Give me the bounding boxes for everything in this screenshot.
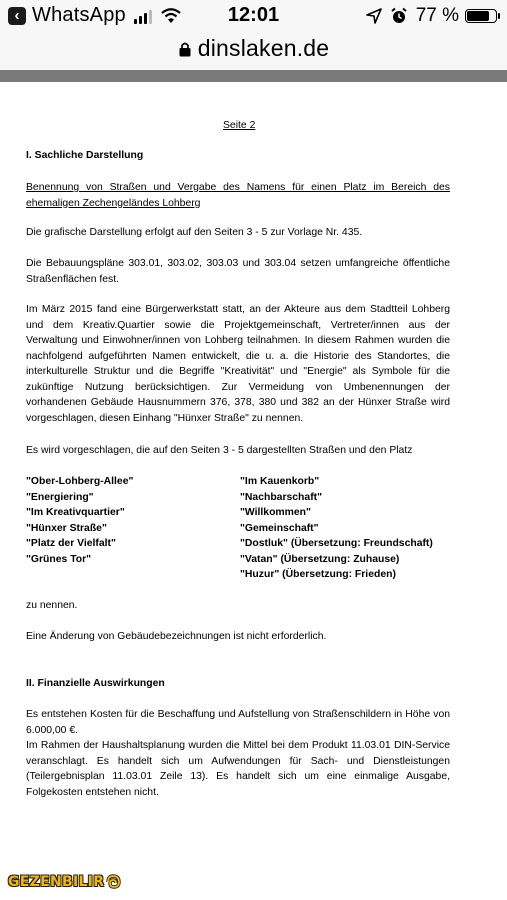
names_right-item: "Im Kauenkorb" bbox=[240, 476, 320, 487]
paragraph-costs: Es entstehen Kosten für die Beschaffung und Aufstellung von Straßenschildern in Höhe von 6.000,00 €. bbox=[26, 709, 450, 736]
clock-time: 12:01 bbox=[227, 4, 280, 26]
watermark-swirl-icon bbox=[102, 871, 124, 893]
street-names-left-column bbox=[26, 474, 236, 567]
alarm-clock-icon bbox=[390, 7, 408, 25]
paragraph-development-plans: Die Bebauungspläne 303.01, 303.02, 303.03 und 303.04 setzen umfangreiche öffentliche Straßenflächen fest. bbox=[26, 258, 450, 285]
names_right-item: "Nachbarschaft" bbox=[240, 491, 323, 503]
lock-icon bbox=[178, 41, 192, 57]
street-names-right-column bbox=[240, 474, 460, 583]
back-chevron-icon[interactable]: ‹ bbox=[8, 7, 26, 25]
names_left-item: "Energiering" bbox=[26, 491, 94, 503]
paragraph-budget: Im Rahmen der Haushaltsplanung wurden die Mittel bei dem Produkt 11.03.01 DIN-Service veranschlagt. Es handelt sich um Aufwendungen für Sach- und Dienstleistungen (Teilergebnisplan 11.03.01 Zeile 13). Es handelt sich um eine einmalige Ausgabe, Folgekosten entstehen nicht. bbox=[26, 740, 450, 798]
url-text[interactable]: dinslaken.de bbox=[197, 35, 330, 61]
names_right-item: "Willkommen" bbox=[240, 507, 311, 518]
names_right-item: "Dostluk" (Übersetzung: Freundschaft) bbox=[240, 538, 433, 549]
names_left-item: "Im Kreativquartier" bbox=[26, 507, 125, 518]
names_left-item: "Hünxer Straße" bbox=[26, 522, 107, 534]
paragraph-workshop: Im März 2015 fand eine Bürgerwerkstatt statt, an der Akteure aus dem Stadtteil Lohberg und dem Kreativ.Quartier sowie die Projektgemeinschaft, Vertreter/innen aus der Verwaltung und Einwohner/innen von Lohberg teilnahmen. In diesem Rahmen wurden die nachfolgend aufgeführten Namen entwickelt, die u. a. die Historie des Standortes, die interkulturelle Struktur und die Begriffe "Kreativität" und "Energie" als Symbole für die zukünftige Nutzung berücksichtigen. Zur Vermeidung von Umbenennungen der vorhandenen Gebäude Hausnummern 376, 378, 380 und 382 an der Hünxer Straße wird vorgeschlagen, diesen Einhang "Hünxer Straße" zu nennen. bbox=[26, 304, 450, 424]
names_right-item: "Vatan" (Übersetzung: Zuhause) bbox=[240, 553, 400, 565]
progress-fill bbox=[0, 70, 507, 82]
battery-percent: 77 % bbox=[415, 5, 459, 26]
address-bar[interactable] bbox=[0, 34, 507, 70]
watermark-text: GEZENBILIR bbox=[8, 874, 105, 890]
document-subtitle: Benennung von Straßen und Vergabe des Namens für einen Platz im Bereich des ehemaligen Zechengeländes Lohberg bbox=[26, 182, 450, 209]
names_left-item: "Platz der Vielfalt" bbox=[26, 538, 116, 549]
section-heading-1: I. Sachliche Darstellung bbox=[26, 150, 144, 161]
watermark-logo bbox=[8, 868, 124, 896]
battery-icon bbox=[465, 9, 497, 23]
location-arrow-icon bbox=[366, 8, 382, 24]
back-app-label[interactable]: WhatsApp bbox=[32, 4, 126, 26]
names_left-item: "Grünes Tor" bbox=[26, 553, 92, 565]
names_right-item: "Huzur" (Übersetzung: Frieden) bbox=[240, 569, 396, 580]
paragraph-building-names: Eine Änderung von Gebäudebezeichnungen ist nicht erforderlich. bbox=[26, 631, 327, 642]
paragraph-proposal: Es wird vorgeschlagen, die auf den Seiten 3 - 5 dargestellten Straßen und den Platz bbox=[26, 445, 413, 456]
paragraph-graphic-reference: Die grafische Darstellung erfolgt auf den Seiten 3 - 5 zur Vorlage Nr. 435. bbox=[26, 227, 363, 238]
names_left-item: "Ober-Lohberg-Allee" bbox=[26, 476, 134, 487]
battery-level-fill bbox=[467, 11, 489, 21]
section-heading-2: II. Finanzielle Auswirkungen bbox=[26, 678, 165, 689]
page-load-progress bbox=[0, 70, 507, 82]
paragraph-to-name: zu nennen. bbox=[26, 600, 78, 611]
status-bar bbox=[0, 0, 507, 34]
names_right-item: "Gemeinschaft" bbox=[240, 522, 319, 534]
page-number: Seite 2 bbox=[223, 120, 256, 131]
